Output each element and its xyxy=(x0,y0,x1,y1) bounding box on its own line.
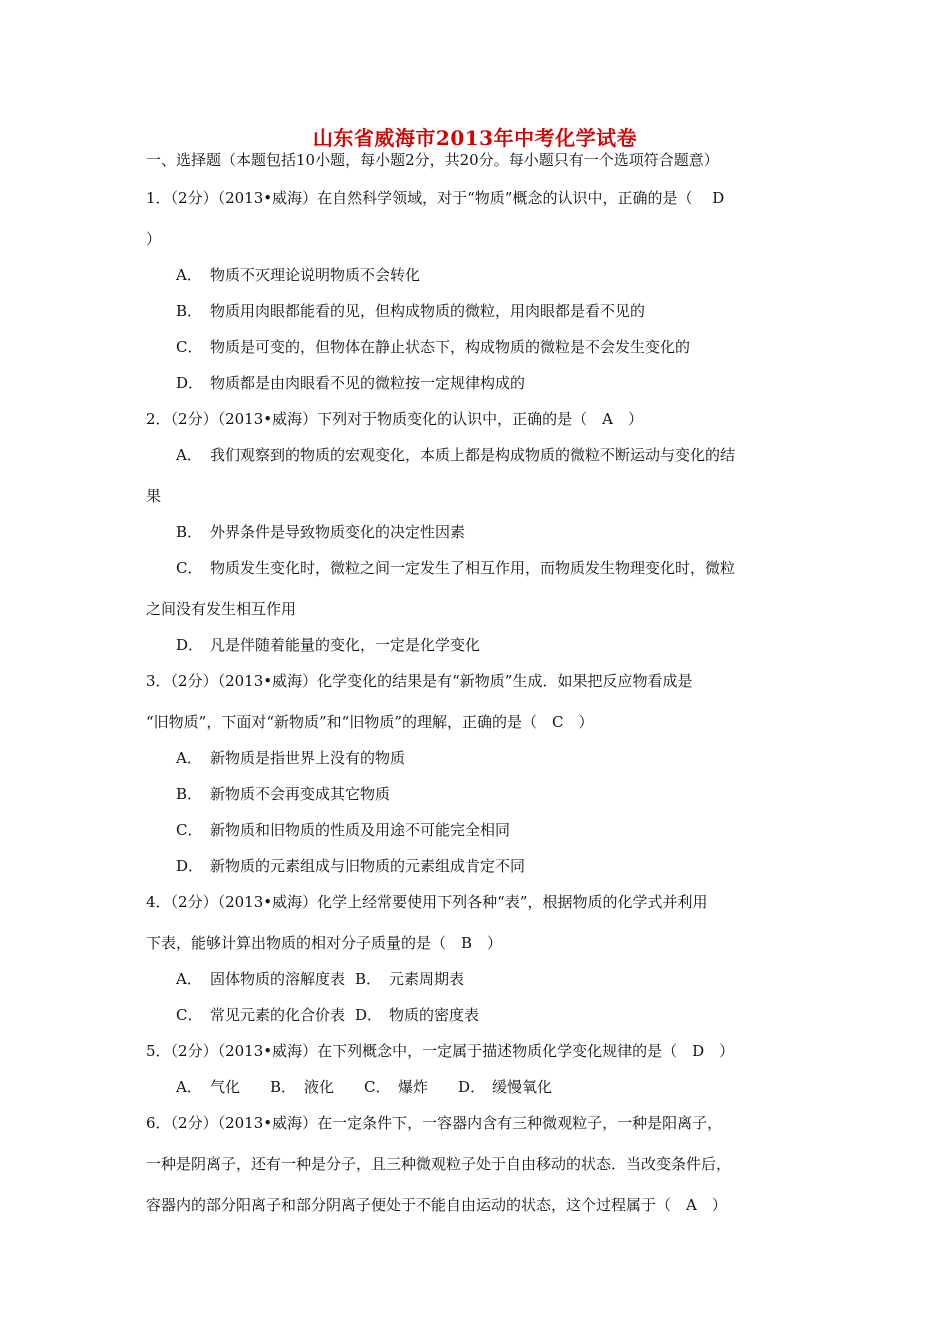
question-2-option-b: B． 外界条件是导致物质变化的决定性因素 xyxy=(176,523,466,541)
question-6-stem: 6．（2分）（2013•威海）在一定条件下，一容器内含有三种微观粒子，一种是阳离子， xyxy=(146,1114,723,1132)
question-4-option-b: 元素周期表 xyxy=(389,970,465,988)
question-3-option-c: C． 新物质和旧物质的性质及用途不可能完全相同 xyxy=(176,821,511,839)
question-4-stem: 4．（2分）（2013•威海）化学上经常要使用下列各种“表”，根据物质的化学式并利用 xyxy=(146,893,708,911)
question-5-option-c: 爆炸 xyxy=(398,1078,429,1096)
question-1-option-d: D． 物质都是由肉眼看不见的微粒按一定规律构成的 xyxy=(176,374,526,392)
question-3-stem: 3．（2分）（2013•威海）化学变化的结果是有“新物质”生成．如果把反应物看成是 xyxy=(146,672,693,690)
question-1-stem: 1．（2分）（2013•威海）在自然科学领域，对于“物质”概念的认识中，正确的是（ D xyxy=(146,189,725,207)
question-2-option-d: D． 凡是伴随着能量的变化，一定是化学变化 xyxy=(176,636,481,654)
question-4-stem-cont: 下表，能够计算出物质的相对分子质量的是（ B ） xyxy=(146,934,503,952)
question-4-option-a: 固体物质的溶解度表 xyxy=(210,970,346,988)
question-2-option-c: C． 物质发生变化时，微粒之间一定发生了相互作用，而物质发生物理变化时，微粒 xyxy=(176,559,736,577)
question-3-stem-cont: “旧物质”，下面对“新物质”和“旧物质”的理解，正确的是（ C ） xyxy=(146,713,594,731)
question-1-stem-cont: ） xyxy=(146,230,162,248)
question-2-option-a-cont: 果 xyxy=(146,487,162,505)
question-5-options: A． 气化 B． 液化 C． 爆炸 D． 缓慢氧化 xyxy=(176,1078,553,1096)
question-4-option-c: 常见元素的化合价表 xyxy=(210,1006,346,1024)
section-heading: 一、选择题（本题包括10小题，每小题2分，共20分。每小题只有一个选项符合题意） xyxy=(146,151,719,169)
question-2-option-c-cont: 之间没有发生相互作用 xyxy=(146,600,297,618)
question-6-stem-cont-1: 一种是阴离子，还有一种是分子，且三种微观粒子处于自由移动的状态．当改变条件后， xyxy=(146,1155,732,1173)
question-1-option-c: C． 物质是可变的，但物体在静止状态下，构成物质的微粒是不会发生变化的 xyxy=(176,338,691,356)
question-4-option-d: 物质的密度表 xyxy=(389,1006,480,1024)
question-2-stem: 2．（2分）（2013•威海）下列对于物质变化的认识中，正确的是（ A ） xyxy=(146,410,643,428)
question-3-option-d: D． 新物质的元素组成与旧物质的元素组成肯定不同 xyxy=(176,857,526,875)
question-5-option-a: 气化 xyxy=(210,1078,241,1096)
page-title: 山东省威海市2013年中考化学试卷 xyxy=(312,126,638,150)
question-2-option-a: A． 我们观察到的物质的宏观变化，本质上都是构成物质的微粒不断运动与变化的结 xyxy=(176,446,736,464)
question-6-stem-cont-2: 容器内的部分阳离子和部分阴离子便处于不能自由运动的状态，这个过程属于（ A ） xyxy=(146,1196,727,1214)
question-5-stem: 5．（2分）（2013•威海）在下列概念中，一定属于描述物质化学变化规律的是（ D ） xyxy=(146,1042,735,1060)
question-1-option-b: B． 物质用肉眼都能看的见，但构成物质的微粒，用肉眼都是看不见的 xyxy=(176,302,646,320)
question-3-option-b: B． 新物质不会再变成其它物质 xyxy=(176,785,391,803)
question-4-options-cd: C． 常见元素的化合价表 D． 物质的密度表 xyxy=(176,1006,480,1024)
question-1-option-a: A． 物质不灭理论说明物质不会转化 xyxy=(176,266,421,284)
question-5-option-b: 液化 xyxy=(304,1078,335,1096)
question-4-options-ab: A． 固体物质的溶解度表 B． 元素周期表 xyxy=(176,970,465,988)
question-3-option-a: A． 新物质是指世界上没有的物质 xyxy=(176,749,406,767)
question-5-option-d: 缓慢氧化 xyxy=(492,1078,553,1096)
